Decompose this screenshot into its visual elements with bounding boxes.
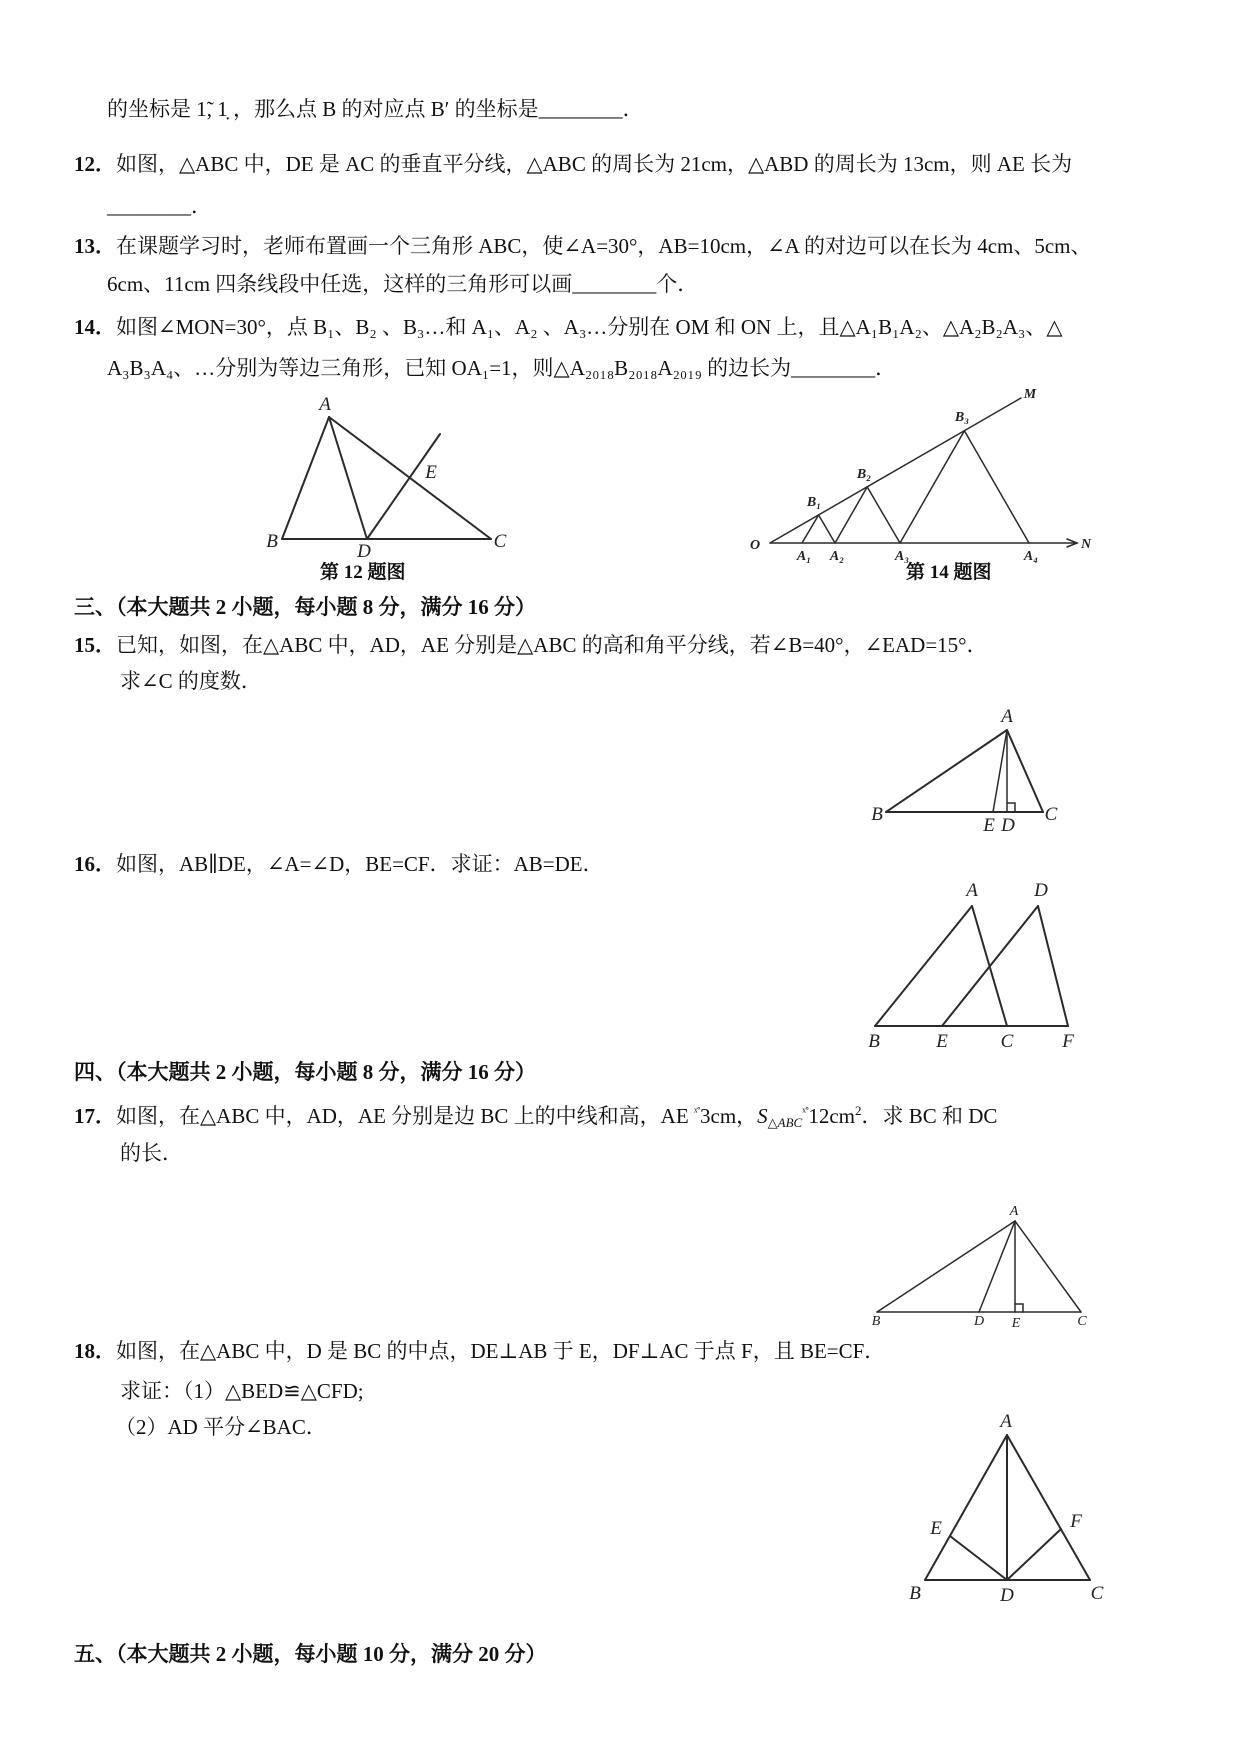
fig18-label-d: D	[1000, 1585, 1014, 1606]
q12-text: 如图，△ABC 中，DE 是 AC 的垂直平分线，△ABC 的周长为 21cm，△ABD 的周长为 13cm，则 AE 长为	[116, 152, 1073, 176]
fig18-side-ac	[1007, 1435, 1090, 1580]
fig17-label-b: B	[871, 1314, 881, 1329]
fig16-label-b: B	[868, 1031, 880, 1052]
fig12-label-c: C	[493, 531, 507, 552]
q14-number: 14．	[74, 315, 116, 339]
fig15-side-ac	[1007, 730, 1043, 812]
fig16-label-c: C	[1000, 1031, 1014, 1052]
fig16-label-e: E	[936, 1031, 948, 1052]
fig15-right-angle-mark	[1007, 803, 1015, 812]
fig18-label-e: E	[930, 1518, 942, 1539]
fig14-label-a3: A₃	[894, 549, 910, 564]
fig18-segment-df	[1007, 1529, 1061, 1580]
q13-number: 13．	[74, 234, 116, 258]
fig12-label-b: B	[266, 531, 278, 552]
q17-text-end: ．求 BC 和 DC	[861, 1104, 998, 1128]
fig14-seg-b1a2	[819, 515, 835, 543]
fig17-median-ad	[979, 1221, 1015, 1312]
q16-number: 16．	[74, 852, 116, 876]
q11-tail-text: 的坐标是 1̃, 1̣ ，那么点 B 的对应点 B′ 的坐标是________．	[107, 97, 644, 121]
fig17-label-c: C	[1077, 1314, 1087, 1329]
q17-area-exponent: 2	[854, 1103, 862, 1118]
fig14-label-a2: A₂	[829, 549, 845, 564]
fig12-segment-ad	[329, 417, 367, 539]
fig14-ray-om	[770, 398, 1021, 543]
q17-equals-glyph: ˣ˚	[693, 1104, 701, 1119]
q17-area-subscript: △ABC	[767, 1115, 803, 1130]
fig15-label-b: B	[871, 804, 883, 825]
fig14-label-n: N	[1080, 537, 1092, 552]
fig14-seg-b3a4	[964, 431, 1029, 543]
fig16-label-a: A	[966, 880, 978, 901]
fig15-label-a: A	[1001, 706, 1013, 727]
fig15-label-e: E	[983, 815, 995, 836]
figure-15	[871, 706, 1057, 836]
fig16-segment-df	[1038, 906, 1068, 1026]
figure-18	[909, 1411, 1103, 1606]
fig14-label-a4: A₄	[1023, 549, 1039, 564]
q15-text: 已知，如图，在△ABC 中，AD，AE 分别是△ABC 的高和角平分线，若∠B=40°，∠EAD=15°．	[116, 633, 988, 657]
q18-number: 18．	[74, 1339, 116, 1363]
fig16-label-f: F	[1062, 1031, 1074, 1052]
q17-text: 如图，在△ABC 中，AD，AE 分别是边 BC 上的中线和高，AE	[116, 1104, 694, 1128]
q17-equals-glyph-2: ˣ˚	[802, 1104, 809, 1119]
fig14-label-o: O	[749, 538, 761, 553]
figure-17	[872, 1204, 1088, 1331]
fig12-caption: 第 12 题图	[320, 562, 406, 583]
fig18-label-f: F	[1070, 1511, 1082, 1532]
q17-area-value: 12cm	[808, 1104, 855, 1128]
q13-text-cont: 6cm、11cm 四条线段中任选，这样的三角形可以画________个．	[107, 272, 699, 296]
fig17-right-angle-mark	[1015, 1304, 1023, 1312]
figure-16	[868, 880, 1074, 1052]
fig14-seg-a3b3	[900, 431, 964, 543]
fig14-caption: 第 14 题图	[906, 562, 992, 583]
q14-text-cont: A₃B₃A₄、…分别为等边三角形，已知 OA₁=1，则△A₂₀₁₈B₂₀₁₈A₂₀₁₉ 的边长为________．	[107, 356, 897, 380]
fig14-label-b2: B₂	[856, 467, 872, 482]
section-4-heading: 四、（本大题共 2 小题，每小题 8 分，满分 16 分）	[74, 1060, 536, 1084]
fig18-label-a: A	[1000, 1411, 1012, 1432]
fig12-label-e: E	[425, 462, 437, 483]
section-5-heading: 五、（本大题共 2 小题，每小题 10 分，满分 20 分）	[74, 1642, 547, 1666]
fig12-label-d: D	[357, 541, 371, 562]
fig18-label-b: B	[909, 1583, 921, 1604]
q12-answer-blank: ________．	[107, 194, 212, 218]
fig15-label-c: C	[1044, 804, 1058, 825]
q18-proof-part-1: 求证：（1）△BED≌△CFD;	[120, 1379, 364, 1403]
fig14-label-b1: B₁	[806, 495, 822, 510]
section-3-heading: 三、（本大题共 2 小题，每小题 8 分，满分 16 分）	[74, 595, 536, 619]
fig14-label-a1: A₁	[796, 549, 812, 564]
fig12-side-ab	[282, 417, 329, 539]
fig12-label-a: A	[319, 394, 331, 415]
fig17-side-ab	[877, 1221, 1015, 1312]
fig14-label-m: M	[1023, 387, 1037, 402]
q17-area-symbol: S	[757, 1104, 768, 1128]
figure-12	[266, 394, 506, 562]
q16-text: 如图，AB∥DE，∠A=∠D，BE=CF．求证：AB=DE．	[116, 852, 604, 876]
q17-text-cont: 的长．	[120, 1141, 183, 1165]
fig15-label-d: D	[1001, 815, 1015, 836]
fig16-label-d: D	[1034, 880, 1048, 901]
fig12-bisector-de	[367, 434, 440, 539]
q15-number: 15．	[74, 633, 116, 657]
fig14-label-b3: B₃	[954, 410, 970, 425]
q17-ae-value: 3cm，	[700, 1104, 758, 1128]
fig17-label-a: A	[1009, 1204, 1019, 1219]
q13-text: 在课题学习时，老师布置画一个三角形 ABC，使∠A=30°，AB=10cm，∠A 的对边可以在长为 4cm、5cm、	[116, 234, 1092, 258]
q12-number: 12．	[74, 152, 116, 176]
fig17-side-ac	[1015, 1221, 1081, 1312]
fig17-label-d: D	[973, 1314, 985, 1329]
fig18-label-c: C	[1090, 1583, 1104, 1604]
fig18-segment-de	[950, 1536, 1007, 1580]
fig15-bisector-ae	[993, 730, 1007, 812]
fig14-seg-b2a3	[867, 487, 900, 543]
q14-text: 如图∠MON=30°，点 B₁、B₂ 、B₃…和 A₁、A₂ 、A₃…分别在 OM 和 ON 上，且△A₁B₁A₂、△A₂B₂A₃、△	[116, 315, 1063, 339]
figure-14	[750, 387, 1092, 564]
fig18-side-ab	[925, 1435, 1007, 1580]
q18-proof-part-2: （2）AD 平分∠BAC．	[115, 1415, 327, 1439]
fig17-label-e: E	[1011, 1316, 1021, 1331]
q15-text-cont: 求∠C 的度数．	[120, 669, 262, 693]
q18-text: 如图，在△ABC 中，D 是 BC 的中点，DE⊥AB 于 E，DF⊥AC 于点 F，且 BE=CF．	[116, 1339, 886, 1363]
q17-number: 17．	[74, 1104, 116, 1128]
fig15-side-ab	[886, 730, 1007, 812]
